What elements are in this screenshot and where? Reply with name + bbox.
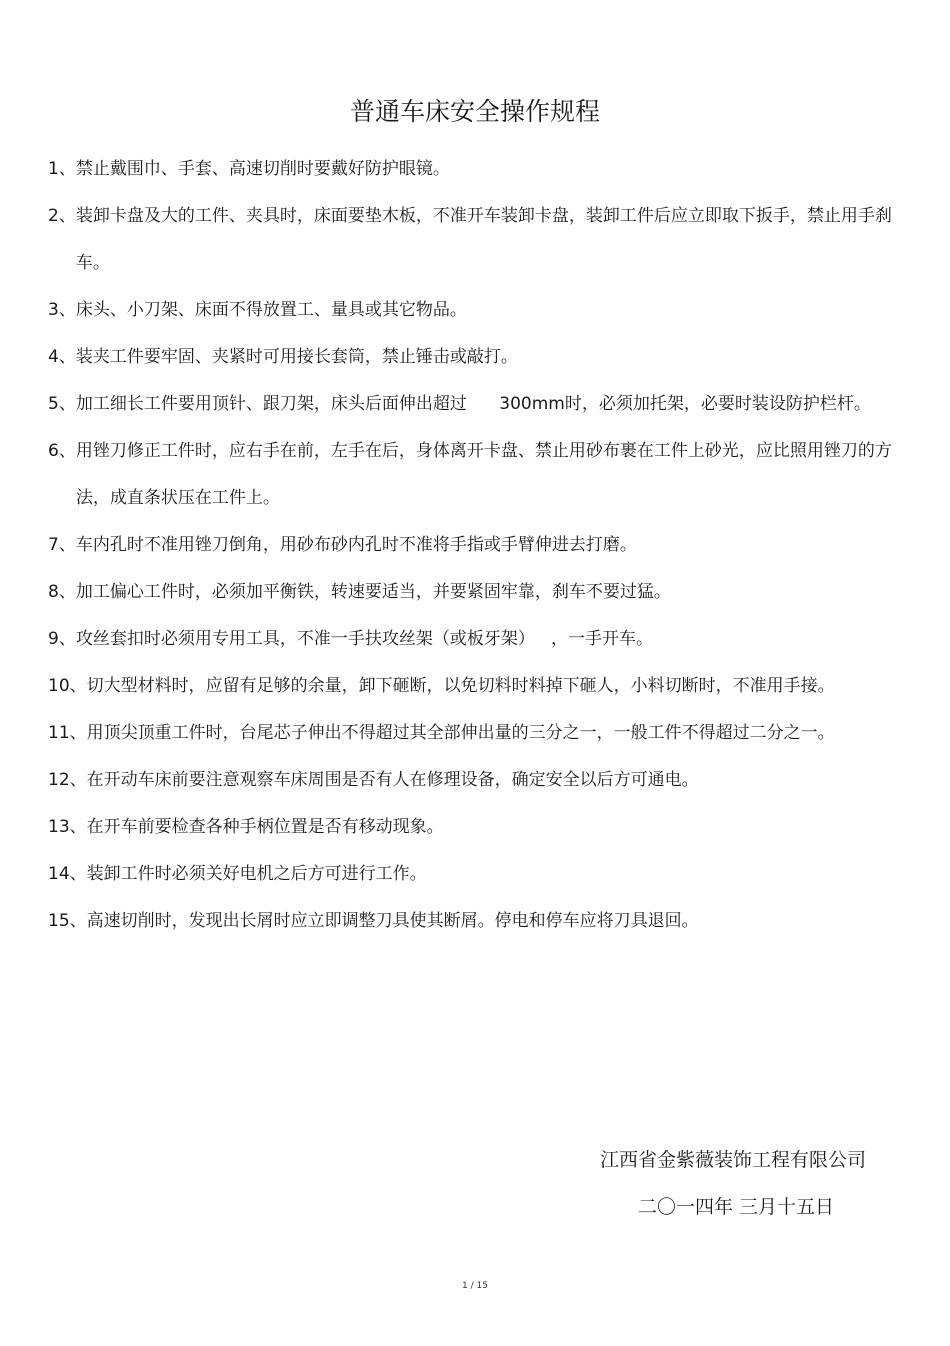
rule-number: 4、 (48, 347, 76, 367)
rule-item (48, 381, 898, 428)
rule-number: 5、 (48, 394, 76, 414)
company-name: 江西省金紫薇装饰工程有限公司 (599, 1149, 866, 1171)
rule-item (48, 569, 898, 616)
rule-text: 攻丝套扣时必须用专用工具，不准一手扶攻丝架（或板牙架） ，一手开车。 (75, 629, 654, 649)
rule-text: 切大型材料时，应留有足够的余量，卸下砸断，以免切料时料掉下砸人，小料切断时，不准用手接。 (86, 676, 835, 696)
rule-number: 8、 (48, 582, 76, 602)
page-indicator: 1 / 15 (462, 1281, 488, 1291)
rule-text: 在开车前要检查各种手柄位置是否有移动现象。 (86, 817, 444, 837)
rule-text: 装卸卡盘及大的工件、夹具时，床面要垫木板，不准开车装卸卡盘，装卸工件后应立即取下扳手，禁止用手刹车。 (75, 206, 892, 273)
rule-text: 床头、小刀架、床面不得放置工、量具或其它物品。 (75, 300, 467, 320)
rule-item (48, 616, 898, 663)
rule-item (48, 851, 898, 898)
rule-item (48, 146, 898, 193)
document-date: 二〇一四年 三月十五日 (637, 1196, 834, 1218)
rule-item (48, 757, 898, 804)
rule-number: 9、 (48, 629, 76, 649)
rules-list (48, 146, 898, 945)
rule-item (48, 663, 898, 710)
rule-text: 加工细长工件要用顶针、跟刀架，床头后面伸出超过 300mm时，必须加托架，必要时装设防护栏杆。 (75, 394, 871, 414)
rule-text: 高速切削时，发现出长屑时应立即调整刀具使其断屑。停电和停车应将刀具退回。 (86, 911, 699, 931)
rule-item (48, 287, 898, 334)
document-title: 普通车床安全操作规程 (349, 97, 600, 126)
rule-number: 2、 (48, 206, 76, 226)
rule-number: 10、 (48, 676, 87, 696)
rule-number: 15、 (48, 911, 87, 931)
rule-text: 装夹工件要牢固、夹紧时可用接长套筒，禁止锤击或敲打。 (75, 347, 518, 367)
rule-text: 车内孔时不准用锉刀倒角，用砂布砂内孔时不准将手指或手臂伸进去打磨。 (75, 535, 637, 555)
rule-number: 12、 (48, 770, 87, 790)
rule-number: 3、 (48, 300, 76, 320)
rule-item (48, 522, 898, 569)
rule-number: 7、 (48, 535, 76, 555)
rule-item (48, 804, 898, 851)
rule-item (48, 428, 898, 522)
rule-text: 加工偏心工件时，必须加平衡铁，转速要适当，并要紧固牢靠，刹车不要过猛。 (75, 582, 671, 602)
rule-text: 在开动车床前要注意观察车床周围是否有人在修理设备，确定安全以后方可通电。 (86, 770, 699, 790)
rule-number: 14、 (48, 864, 87, 884)
rule-item (48, 710, 898, 757)
rule-number: 1、 (48, 159, 76, 179)
rule-text: 装卸工件时必须关好电机之后方可进行工作。 (86, 864, 427, 884)
rule-text: 用顶尖顶重工件时，台尾芯子伸出不得超过其全部伸出量的三分之一，一般工件不得超过二分之一。 (86, 723, 835, 743)
rule-number: 13、 (48, 817, 87, 837)
rule-number: 6、 (48, 441, 76, 461)
rule-item (48, 898, 898, 945)
rule-text: 禁止戴围巾、手套、高速切削时要戴好防护眼镜。 (75, 159, 450, 179)
rule-text: 用锉刀修正工件时，应右手在前，左手在后，身体离开卡盘、禁止用砂布裹在工件上砂光，应比照用锉刀的方法，成直条状压在工件上。 (75, 441, 892, 508)
rule-item (48, 193, 898, 287)
rule-item (48, 334, 898, 381)
rule-number: 11、 (48, 723, 87, 743)
